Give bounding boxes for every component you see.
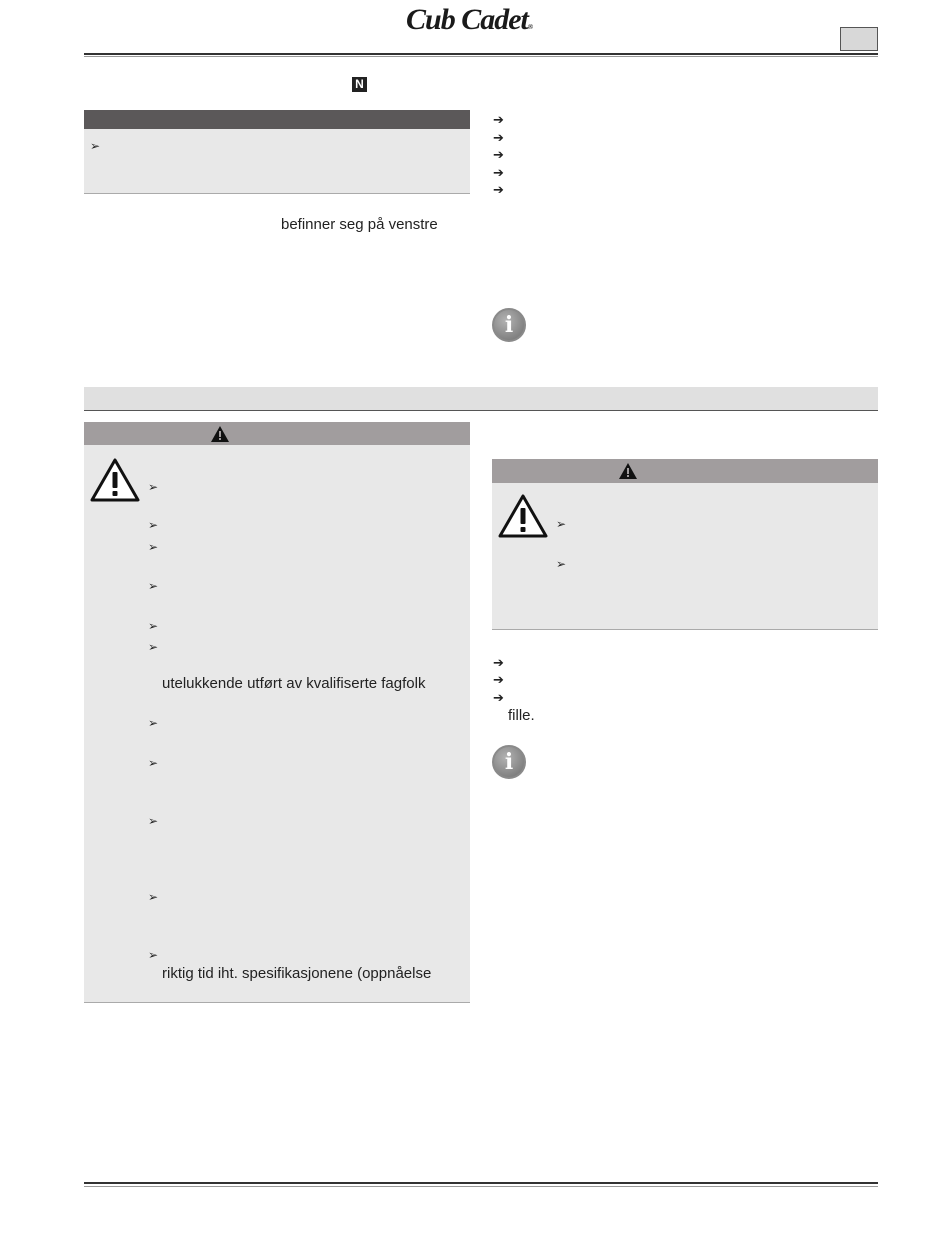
chevron-bullet-icon: ➢	[556, 557, 567, 571]
warning-panel	[84, 445, 470, 1002]
chevron-bullet-icon: ➢	[90, 139, 101, 153]
header-rule	[84, 53, 878, 55]
brand-logo: Cub Cadet®	[406, 3, 533, 36]
info-icon: i	[492, 745, 526, 779]
language-badge: N	[352, 77, 367, 92]
footer-rule-thin	[84, 1186, 878, 1187]
note-panel-bottom	[84, 193, 470, 194]
chevron-bullet-icon: ➢	[148, 579, 159, 593]
note-panel	[84, 129, 470, 193]
arrow-icon: ➔	[493, 165, 504, 180]
text-fragment: befinner seg på venstre	[281, 216, 438, 233]
page-number-box	[840, 27, 878, 51]
arrow-icon: ➔	[493, 182, 504, 197]
chevron-bullet-icon: ➢	[148, 716, 159, 730]
warning-large-icon	[498, 494, 548, 538]
header-rule-thin	[84, 56, 878, 57]
chevron-bullet-icon: ➢	[148, 540, 159, 554]
chevron-bullet-icon: ➢	[148, 890, 159, 904]
warning-header-bar-right	[492, 459, 878, 483]
arrow-icon: ➔	[493, 655, 504, 670]
section-band-rule	[84, 410, 878, 411]
arrow-icon: ➔	[493, 672, 504, 687]
arrow-icon: ➔	[493, 690, 504, 705]
text-fragment: fille.	[508, 707, 535, 724]
chevron-bullet-icon: ➢	[556, 517, 567, 531]
info-icon: i	[492, 308, 526, 342]
warning-panel-right-bottom	[492, 629, 878, 630]
warning-triangle-icon	[210, 425, 230, 443]
chevron-bullet-icon: ➢	[148, 948, 159, 962]
section-band	[84, 387, 878, 410]
chevron-bullet-icon: ➢	[148, 480, 159, 494]
chevron-bullet-icon: ➢	[148, 619, 159, 633]
warning-large-icon	[90, 458, 140, 502]
warning-panel-bottom	[84, 1002, 470, 1003]
note-header-bar	[84, 110, 470, 129]
warning-panel-right	[492, 483, 878, 629]
footer-rule	[84, 1182, 878, 1184]
warning-text-line: riktig tid iht. spesifikasjonene (oppnåelse	[162, 965, 432, 982]
chevron-bullet-icon: ➢	[148, 814, 159, 828]
chevron-bullet-icon: ➢	[148, 518, 159, 532]
chevron-bullet-icon: ➢	[148, 640, 159, 654]
warning-header-bar	[84, 422, 470, 445]
warning-text-line: utelukkende utført av kvalifiserte fagfolk	[162, 675, 426, 692]
warning-triangle-icon	[618, 462, 638, 480]
chevron-bullet-icon: ➢	[148, 756, 159, 770]
arrow-icon: ➔	[493, 112, 504, 127]
arrow-icon: ➔	[493, 147, 504, 162]
arrow-icon: ➔	[493, 130, 504, 145]
